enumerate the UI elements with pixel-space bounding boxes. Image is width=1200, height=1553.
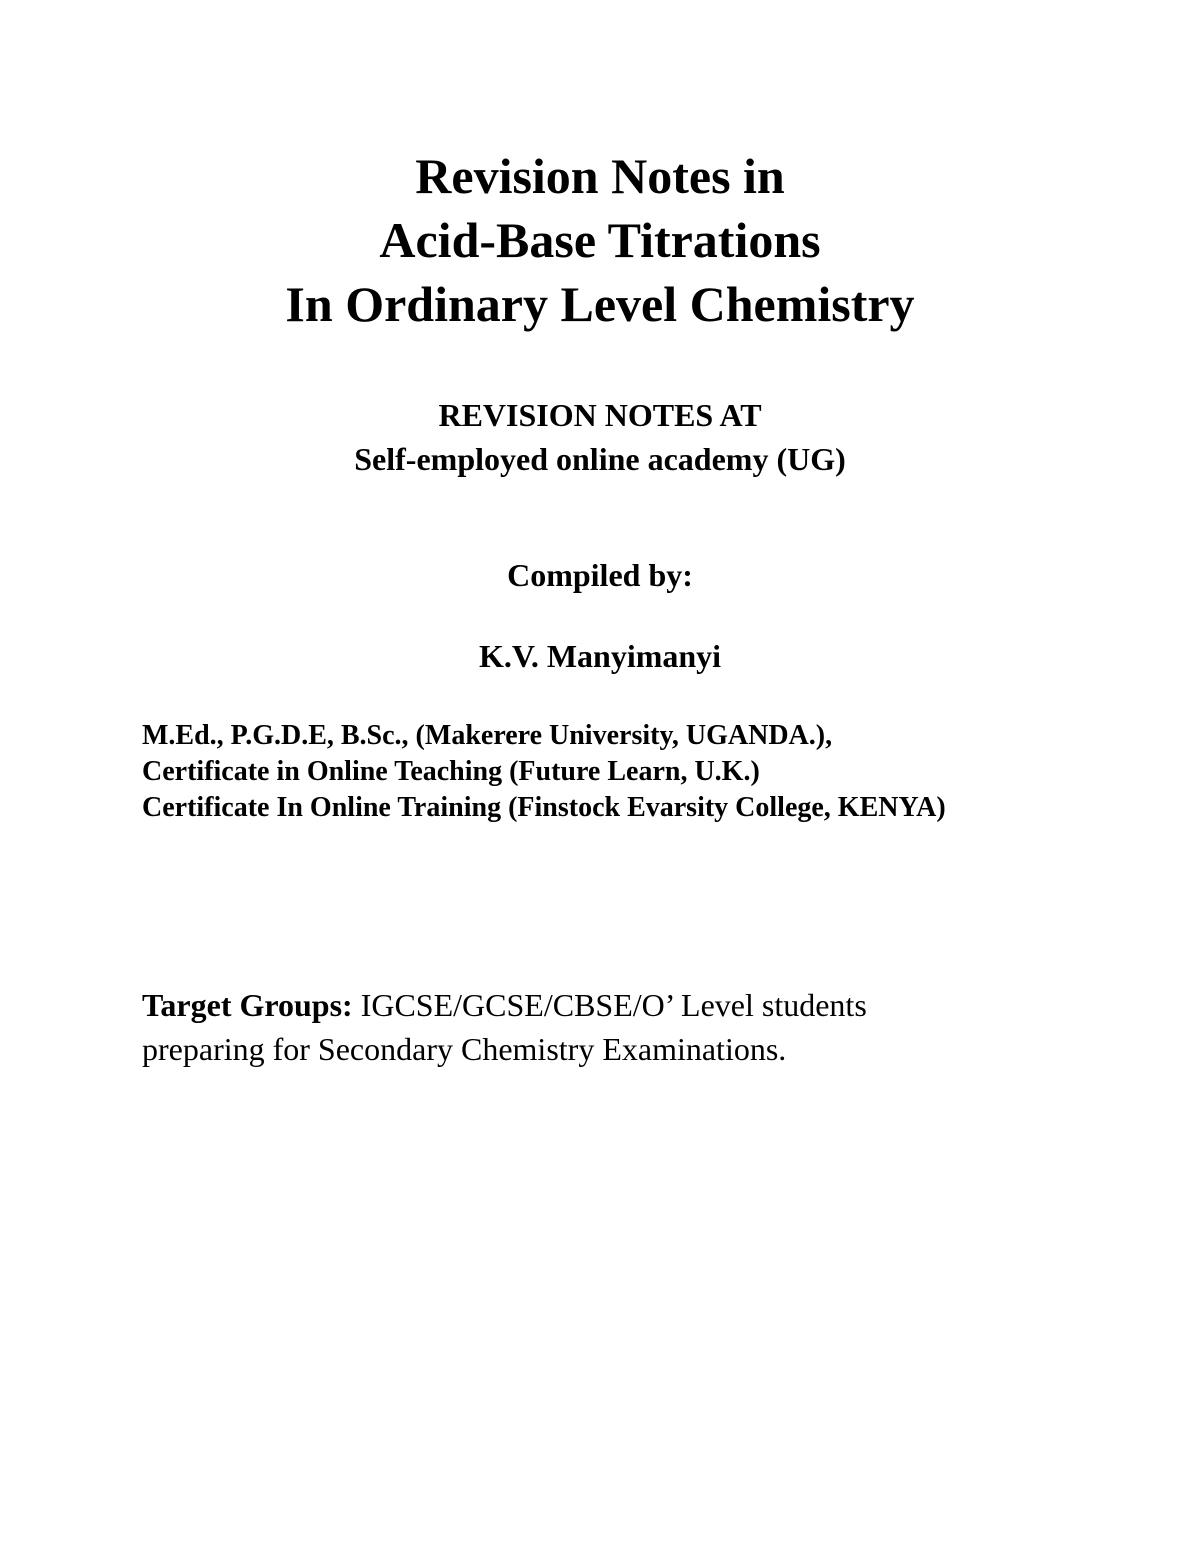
target-groups-paragraph	[142, 983, 1082, 1071]
author-credentials	[142, 718, 1142, 826]
compiled-by-label: Compiled by:	[507, 557, 693, 593]
target-groups-text-2: preparing for Secondary Chemistry Examinations.	[142, 1031, 787, 1067]
credential-line: Certificate in Online Teaching (Future Learn, U.K.)	[142, 756, 760, 787]
target-groups-text-1: IGCSE/GCSE/CBSE/O’ Level students	[352, 987, 867, 1023]
target-groups-label: Target Groups:	[142, 987, 353, 1023]
subtitle-line-2: Self-employed online academy (UG)	[354, 441, 846, 477]
title-line-3: In Ordinary Level Chemistry	[285, 276, 915, 332]
author-name: K.V. Manyimanyi	[478, 638, 722, 674]
credential-line: Certificate In Online Training (Finstock Evarsity College, KENYA)	[142, 792, 946, 823]
document-subtitle	[0, 393, 1200, 481]
subtitle-line-1: REVISION NOTES AT	[438, 397, 762, 433]
credential-line: M.Ed., P.G.D.E, B.Sc., (Makerere University, UGANDA.),	[142, 720, 833, 751]
title-line-2: Acid-Base Titrations	[379, 212, 821, 268]
title-line-1: Revision Notes in	[415, 148, 785, 204]
document-title	[0, 144, 1200, 336]
